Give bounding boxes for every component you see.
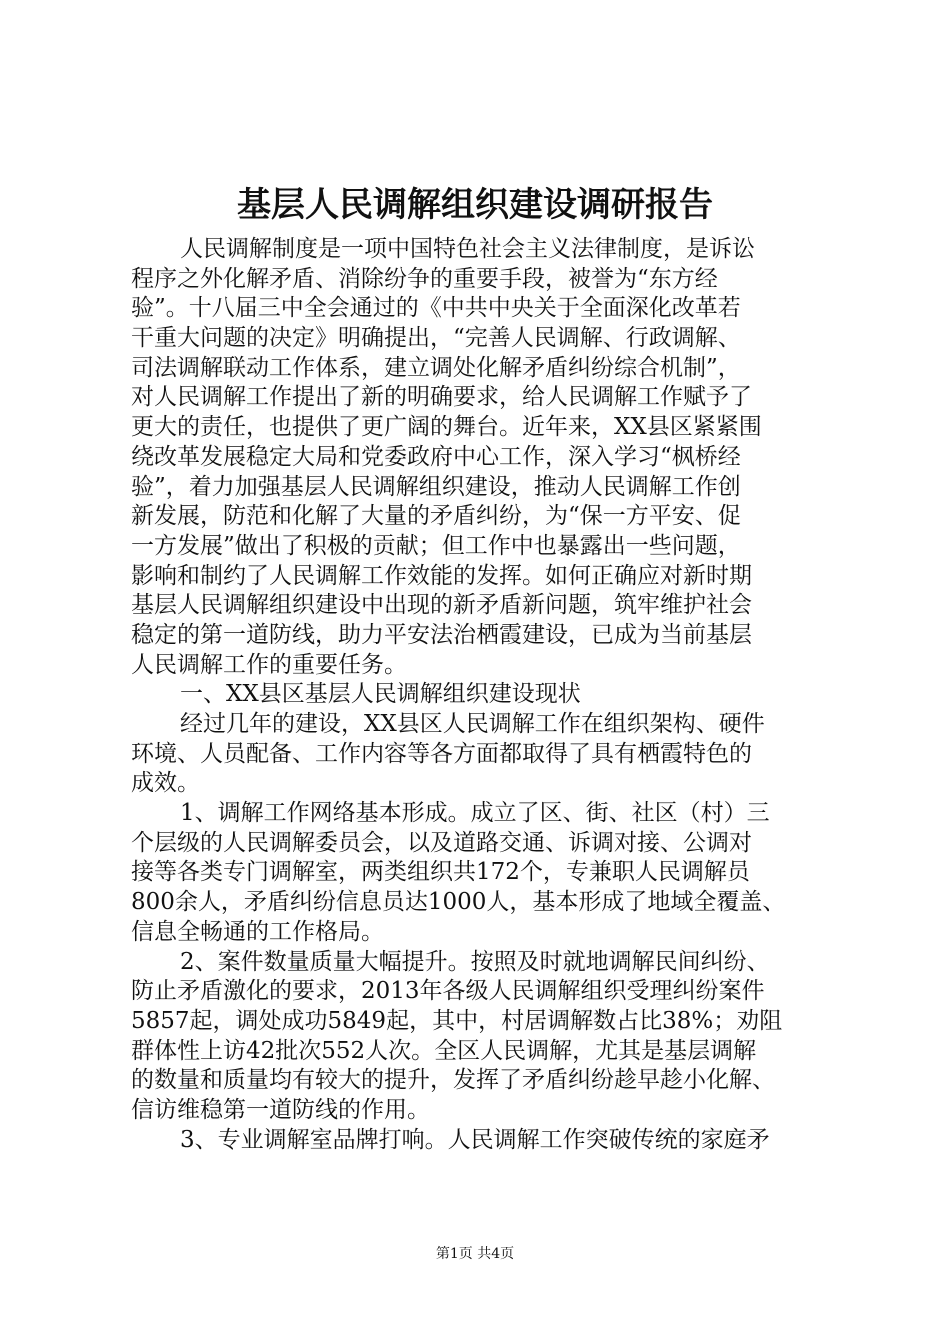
text-line: 程序之外化解矛盾、消除纷争的重要手段，被誉为“东方经 <box>131 265 718 292</box>
text-line: 人民调解工作的重要任务。 <box>131 651 407 678</box>
text-line: 防止矛盾激化的要求，2013年各级人民调解组织受理纠纷案件 <box>131 978 765 1005</box>
text-line: 群体性上访42批次552人次。全区人民调解，尤其是基层调解 <box>131 1037 757 1064</box>
text-line: 新发展，防范和化解了大量的矛盾纠纷，为“保一方平安、促 <box>131 503 741 530</box>
text-line: 基层人民调解组织建设中出现的新矛盾新问题，筑牢维护社会 <box>131 592 752 619</box>
text-line: 影响和制约了人民调解工作效能的发挥。如何正确应对新时期 <box>131 562 752 589</box>
text-line: 对人民调解工作提出了新的明确要求，给人民调解工作赋予了 <box>131 384 752 411</box>
text-line: 绕改革发展稳定大局和党委政府中心工作，深入学习“枫桥经 <box>131 443 741 470</box>
text-line: 信访维稳第一道防线的作用。 <box>131 1096 430 1123</box>
document-title: 基层人民调解组织建设调研报告 <box>237 185 713 225</box>
text-line: 司法调解联动工作体系，建立调处化解矛盾纠纷综合机制”， <box>131 354 741 381</box>
text-line: 3、专业调解室品牌打响。人民调解工作突破传统的家庭矛 <box>180 1126 770 1153</box>
text-line: 干重大问题的决定》明确提出，“完善人民调解、行政调解、 <box>131 325 741 352</box>
text-line: 个层级的人民调解委员会，以及道路交通、诉调对接、公调对 <box>131 829 752 856</box>
text-line: 一、XX县区基层人民调解组织建设现状 <box>180 681 581 708</box>
text-line: 环境、人员配备、工作内容等各方面都取得了具有栖霞特色的 <box>131 740 752 767</box>
text-line: 验”，着力加强基层人民调解组织建设，推动人民调解工作创 <box>131 473 741 500</box>
text-line: 人民调解制度是一项中国特色社会主义法律制度，是诉讼 <box>180 236 755 262</box>
document-body <box>131 235 831 1155</box>
text-line: 1、调解工作网络基本形成。成立了区、街、社区（村）三 <box>180 800 770 827</box>
text-line: 验”。十八届三中全会通过的《中共中央关于全面深化改革若 <box>131 295 741 322</box>
text-line: 一方发展”做出了积极的贡献；但工作中也暴露出一些问题， <box>131 532 741 559</box>
text-line: 信息全畅通的工作格局。 <box>131 918 384 945</box>
text-line: 2、案件数量质量大幅提升。按照及时就地调解民间纠纷、 <box>180 948 770 975</box>
text-line: 稳定的第一道防线，助力平安法治栖霞建设，已成为当前基层 <box>131 621 752 648</box>
text-line: 800余人，矛盾纠纷信息员达1000人，基本形成了地域全覆盖、 <box>131 889 786 916</box>
text-line: 更大的责任，也提供了更广阔的舞台。近年来，XX县区紧紧围 <box>131 414 762 441</box>
page-footer: 第1页 共4页 <box>435 1246 515 1262</box>
text-line: 的数量和质量均有较大的提升，发挥了矛盾纠纷趁早趁小化解、 <box>131 1067 775 1094</box>
text-line: 成效。 <box>131 770 200 797</box>
text-line: 接等各类专门调解室，两类组织共172个，专兼职人民调解员 <box>131 859 750 886</box>
text-line: 5857起，调处成功5849起，其中，村居调解数占比38%；劝阻 <box>131 1007 783 1034</box>
text-line: 经过几年的建设，XX县区人民调解工作在组织架构、硬件 <box>180 711 765 737</box>
